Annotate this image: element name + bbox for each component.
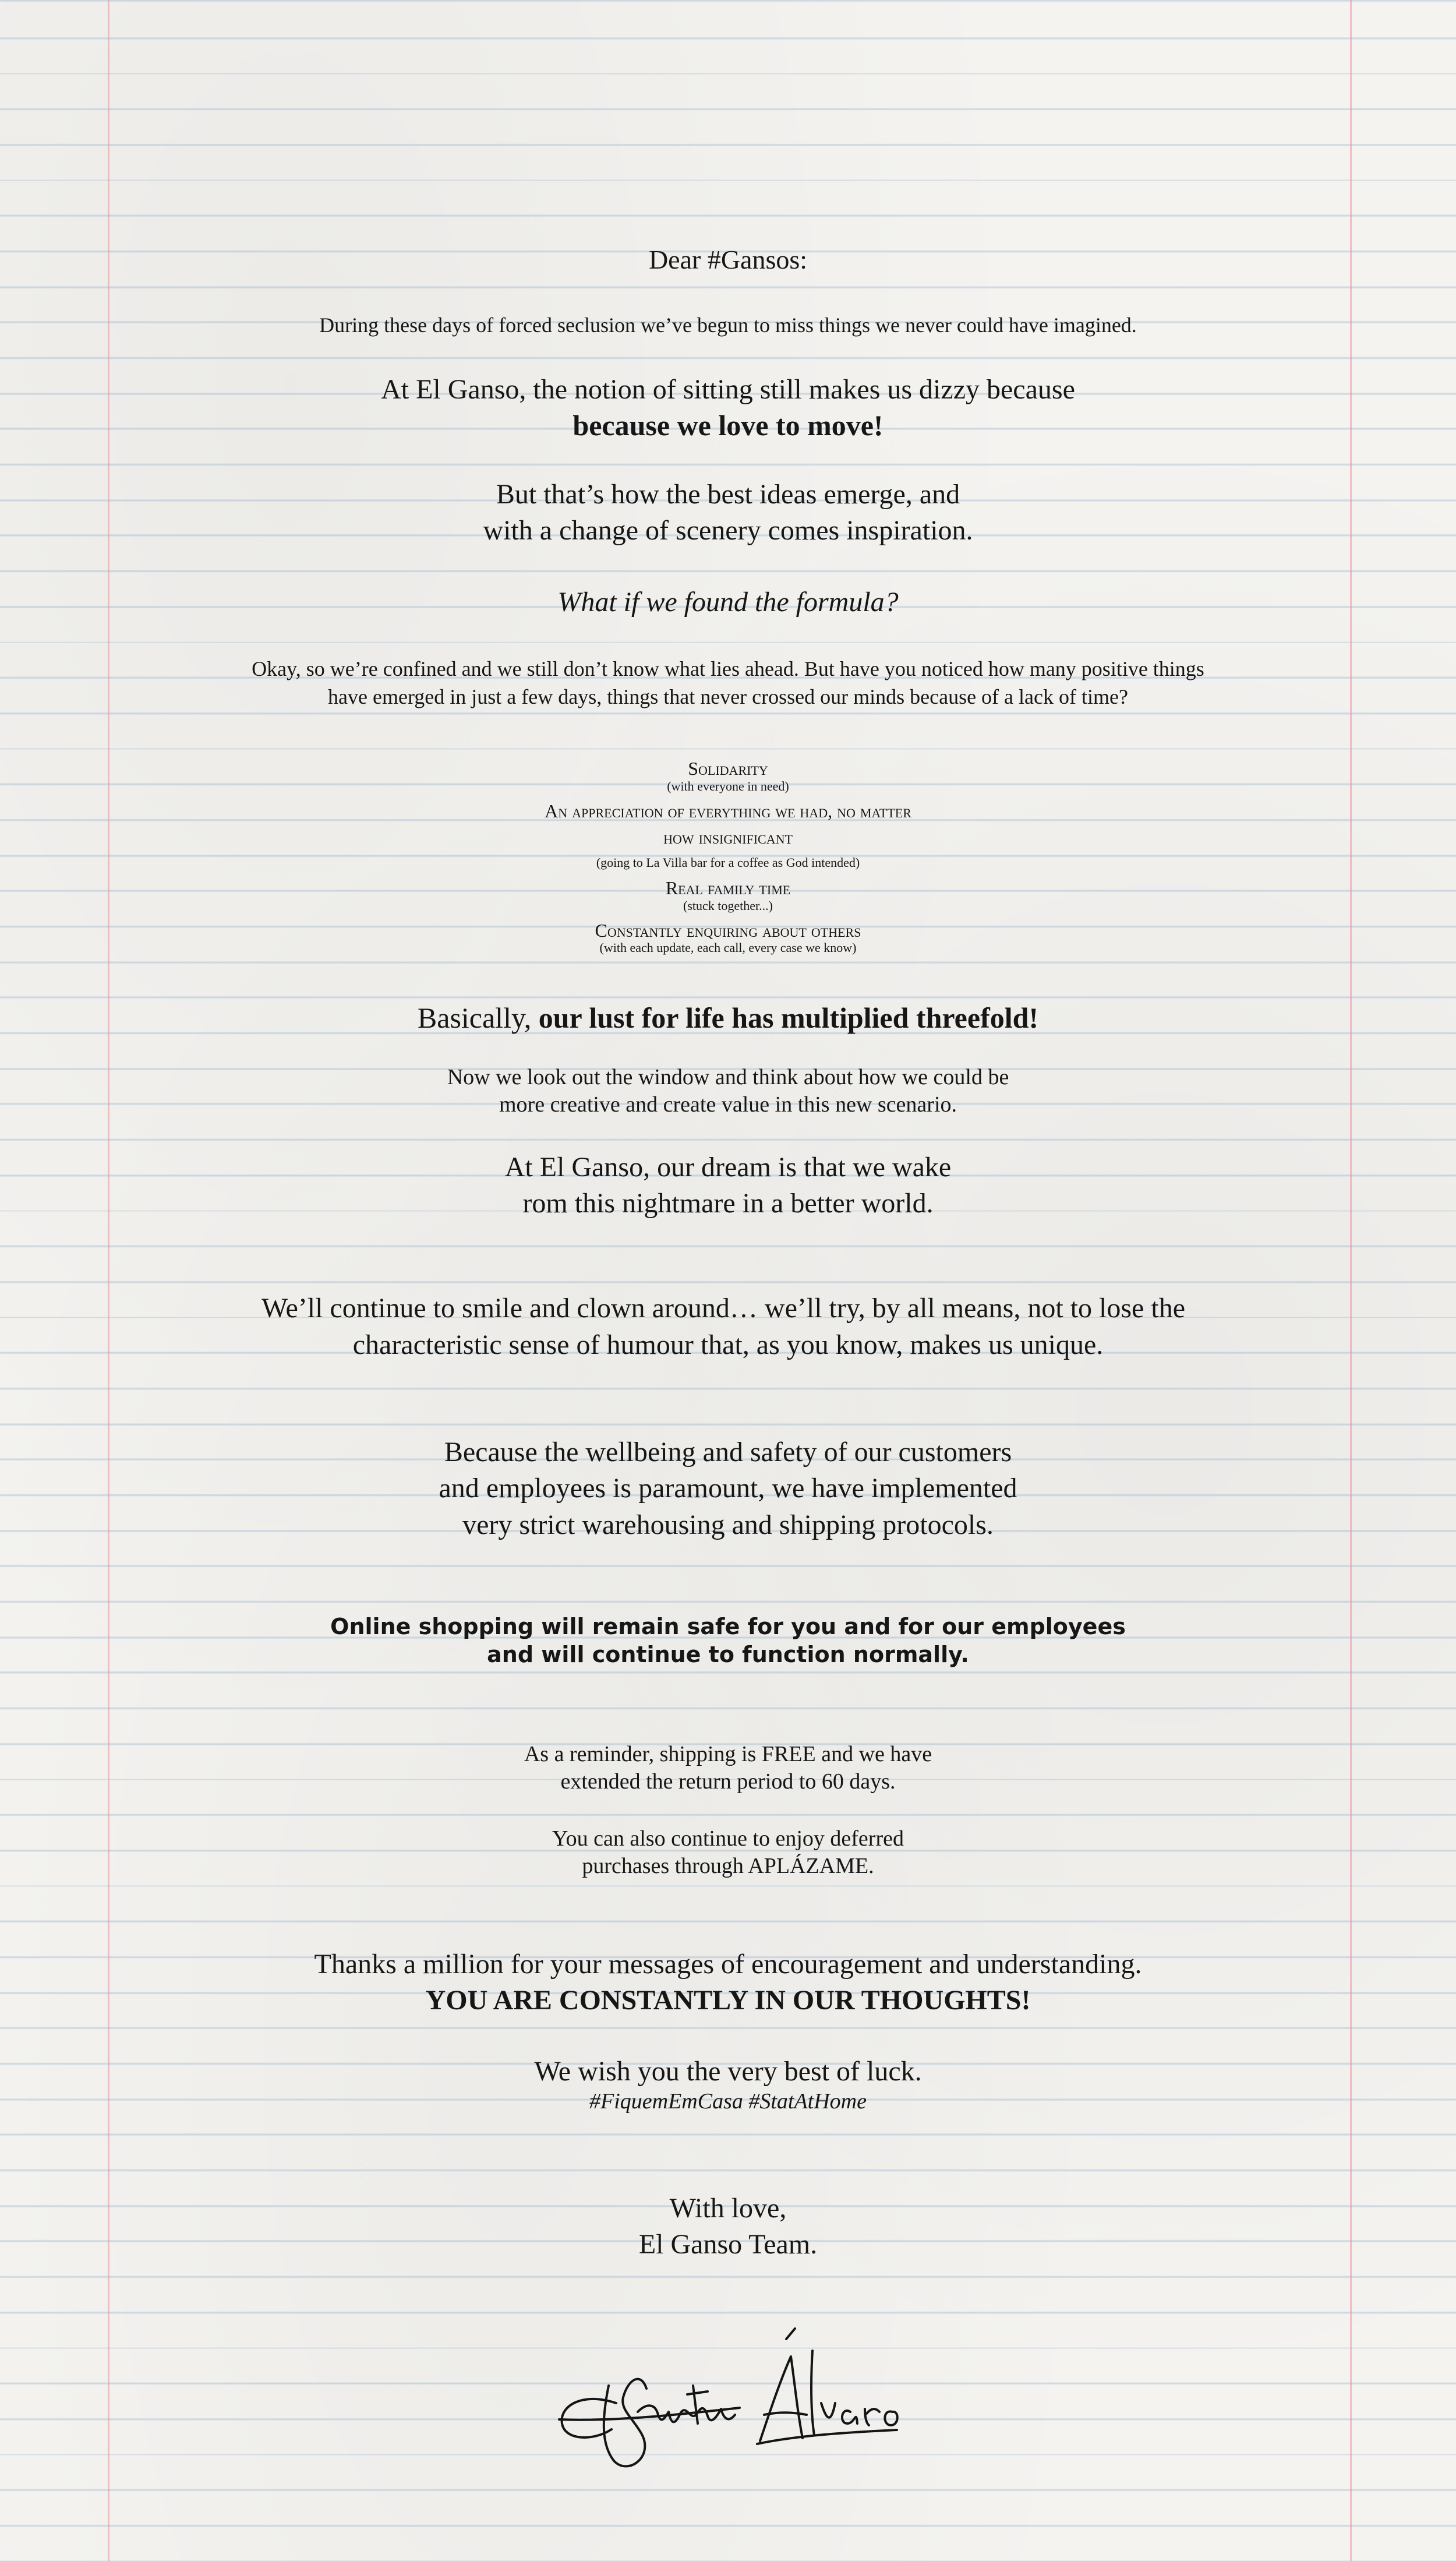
positive-title-appreciation-2: how insignificant bbox=[663, 827, 793, 848]
deferred-line-2: purchases through APLÁZAME. bbox=[582, 1854, 874, 1878]
hashtags: #FiquemEmCasa #StatAtHome bbox=[589, 2089, 867, 2114]
positive-title-appreciation: An appreciation of everything we had, no matter bbox=[545, 800, 911, 821]
closing-line-2: El Ganso Team. bbox=[638, 2229, 818, 2260]
ideas-line-2: with a change of scenery comes inspiration. bbox=[483, 515, 973, 546]
wellbeing-line-3: very strict warehousing and shipping protocols. bbox=[462, 1509, 994, 1540]
intro-text: During these days of forced seclusion we’ve begun to miss things we never could have imagined. bbox=[319, 313, 1137, 337]
move-line-1: At El Ganso, the notion of sitting still makes us dizzy because bbox=[381, 374, 1075, 405]
online-line-2: and will continue to function normally. bbox=[487, 1642, 969, 1667]
basically-prefix: Basically, bbox=[417, 1001, 539, 1034]
wellbeing-line-1: Because the wellbeing and safety of our customers bbox=[444, 1437, 1012, 1468]
reminder-line-1: As a reminder, shipping is FREE and we have bbox=[524, 1742, 932, 1766]
closing-line-1: With love, bbox=[669, 2193, 787, 2224]
basically-bold: our lust for life has multiplied threefold! bbox=[538, 1001, 1039, 1034]
positive-note-appreciation: (going to La Villa bar for a coffee as God intended) bbox=[596, 855, 860, 870]
thanks-line-2: YOU ARE CONSTANTLY IN OUR THOUGHTS! bbox=[425, 1985, 1031, 2016]
positive-note-solidarity: (with everyone in need) bbox=[667, 779, 789, 793]
signature-alvaro bbox=[757, 2329, 897, 2444]
positive-title-family: Real family time bbox=[665, 877, 791, 898]
move-line-2: because we love to move! bbox=[572, 409, 884, 442]
signatures bbox=[547, 2316, 909, 2491]
wellbeing-line-2: and employees is paramount, we have implemented bbox=[439, 1473, 1017, 1504]
signature-clemente bbox=[559, 2379, 740, 2467]
positive-title-solidarity: Solidarity bbox=[688, 758, 768, 779]
okay-line-2: have emerged in just a few days, things that never crossed our minds because of a lack of time? bbox=[328, 685, 1128, 708]
positive-title-enquiring: Constantly enquiring about others bbox=[595, 920, 861, 941]
thanks-line-1: Thanks a million for your messages of encouragement and understanding. bbox=[314, 1949, 1142, 1980]
smile-line-2: characteristic sense of humour that, as you know, makes us unique. bbox=[352, 1329, 1104, 1360]
reminder-line-2: extended the return period to 60 days. bbox=[560, 1769, 896, 1794]
window-line-1: Now we look out the window and think about how we could be bbox=[447, 1065, 1009, 1089]
basically-line bbox=[146, 1000, 1310, 1035]
online-line-1: Online shopping will remain safe for you and for our employees bbox=[330, 1614, 1126, 1639]
question-line: What if we found the formula? bbox=[557, 587, 899, 618]
positive-note-family: (stuck together...) bbox=[683, 898, 773, 913]
ideas-line-1: But that’s how the best ideas emerge, and bbox=[496, 479, 960, 510]
dream-line-2: rom this nightmare in a better world. bbox=[522, 1188, 934, 1219]
smile-line-1: We’ll continue to smile and clown around… we’ll try, by all means, not to lose the bbox=[261, 1293, 1185, 1324]
wish-line: We wish you the very best of luck. bbox=[534, 2056, 922, 2087]
positive-note-enquiring: (with each update, each call, every case we know) bbox=[599, 940, 857, 955]
deferred-line-1: You can also continue to enjoy deferred bbox=[552, 1826, 904, 1851]
okay-line-1: Okay, so we’re confined and we still don’t know what lies ahead. But have you noticed how many positive things bbox=[252, 657, 1204, 680]
signature-artwork bbox=[547, 2316, 909, 2491]
greeting: Dear #Gansos: bbox=[648, 245, 808, 274]
dream-line-1: At El Ganso, our dream is that we wake bbox=[504, 1152, 952, 1183]
window-line-2: more creative and create value in this new scenario. bbox=[499, 1092, 957, 1117]
